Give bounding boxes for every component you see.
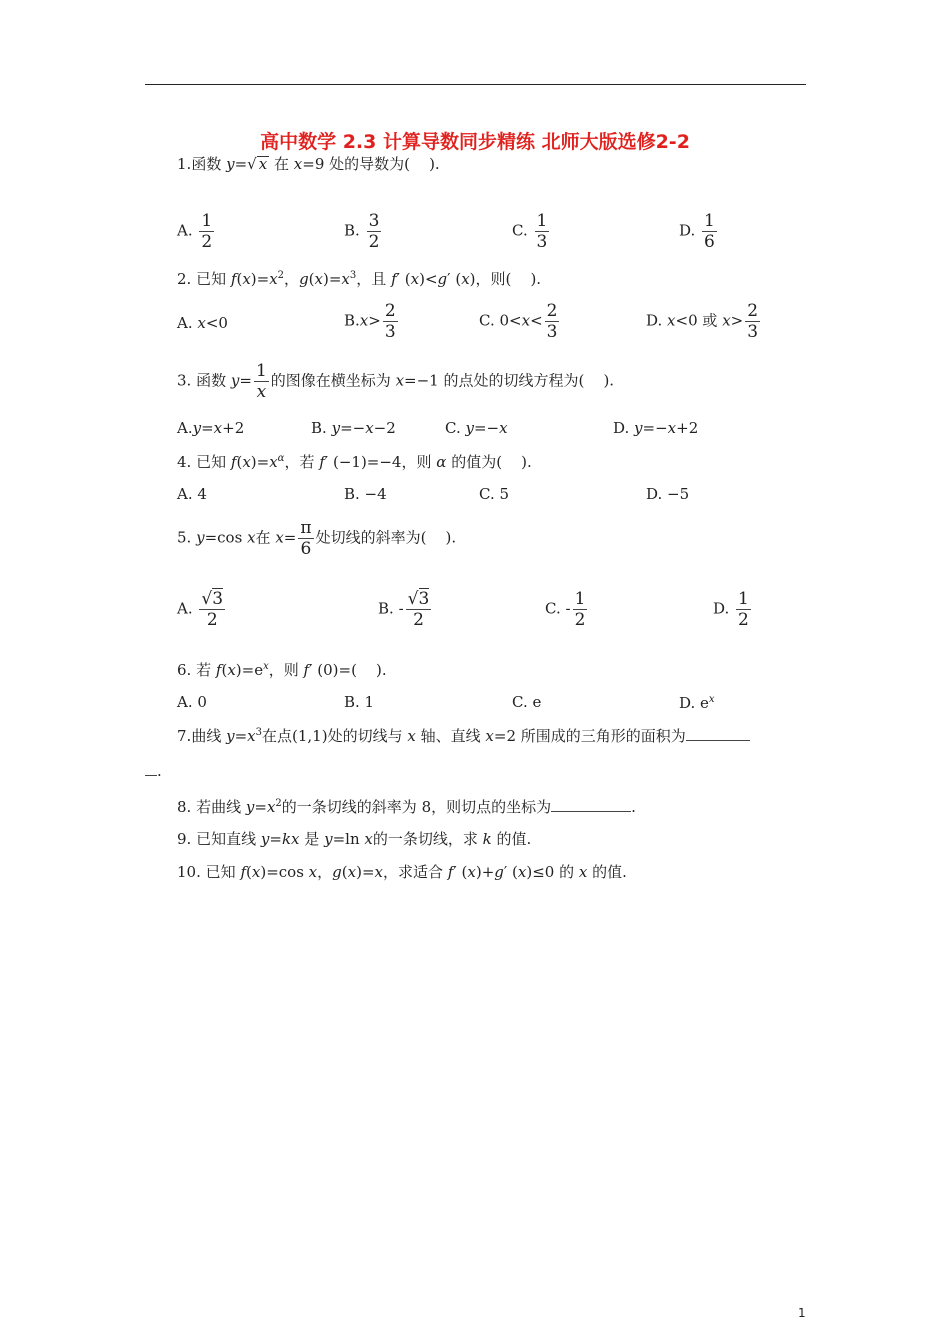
q5-option-d: D. $\frac{1}{2}$ (713, 589, 749, 630)
sqrt-x: √ x (247, 155, 268, 173)
question-8: 8. 若曲线 $y=x^2$的一条切线的斜率为 8，则切点的坐标为 . (177, 798, 636, 816)
question-6: 6. 若 $f(x)=e^x$，则 f′ (0)=( ). (177, 661, 387, 679)
q6-option-b: B. 1 (344, 693, 375, 711)
q2-option-d: D. x<0 或 x> $\frac{2}{3}$ (646, 301, 759, 342)
page-title: 高中数学 2.3 计算导数同步精练 北师大版选修2-2 (260, 131, 690, 153)
question-1: 1.函数 y=√ x 在 x=9 处的导数为( ). (177, 155, 440, 173)
q1-option-a: A. $\frac{1}{2}$ (177, 211, 213, 252)
q2-option-a: A. x<0 (177, 314, 228, 332)
header-rule (145, 84, 806, 85)
question-7: 7.曲线 $y=x^3$在点(1,1)处的切线与 x 轴、直线 x=2 所围成的三角形的面积为 (177, 728, 750, 744)
q4-option-b: B. −4 (344, 485, 387, 503)
q5-option-a: A. $\frac{√3}{2}$ (177, 589, 224, 630)
q2-option-c: C. 0<x< $\frac{2}{3}$ (479, 301, 558, 342)
q4-option-d: D. −5 (646, 485, 690, 503)
q3-option-b: B. y=−x−2 (311, 419, 396, 437)
question-2: 2. 已知 $f(x)=x^2$，$g(x)=x^3$，且 f′ (x)<g′ (x)，则( ). (177, 270, 542, 288)
question-9: 9. 已知直线 y=kx 是 y=ln x的一条切线，求 k 的值. (177, 830, 532, 848)
q5-option-c: C. - $\frac{1}{2}$ (545, 589, 586, 630)
q2-option-b: B.x> $\frac{2}{3}$ (344, 301, 396, 342)
q6-option-c: C. e (512, 693, 542, 711)
q5-option-b: B. - $\frac{√3}{2}$ (378, 589, 430, 630)
q4-option-c: C. 5 (479, 485, 510, 503)
q3-option-c: C. y=−x (445, 419, 508, 437)
question-10: 10. 已知 f(x)=cos x，g(x)=x，求适合 f′ (x)+g′ (x)≤0 的 x 的值. (177, 863, 627, 881)
q6-option-d: D. $e^x$ (679, 694, 715, 712)
q1-option-c: C. $\frac{1}{3}$ (512, 211, 548, 252)
q3-option-a: A.y=x+2 (177, 419, 245, 437)
q4-option-a: A. 4 (177, 485, 207, 503)
q3-option-d: D. y=−x+2 (613, 419, 699, 437)
q1-option-b: B. $\frac{3}{2}$ (344, 211, 380, 252)
question-4: 4. 已知 $f(x)=x^\alpha$，若 f′ (−1)=−4，则 α 的值为( ). (177, 453, 532, 471)
page-number: 1 (798, 1306, 806, 1320)
q7-blank-continuation: . (145, 764, 162, 779)
q6-option-a: A. 0 (177, 693, 207, 711)
q1-option-d: D. $\frac{1}{6}$ (679, 211, 715, 252)
question-5: 5. y=cos x在 x= $\frac{\pi}{6}$ 处切线的斜率为( ). (177, 518, 457, 559)
question-3: 3. 函数 y= $\frac{1}{x}$ 的图像在横坐标为 x=−1 的点处的切线方程为( ). (177, 361, 615, 402)
